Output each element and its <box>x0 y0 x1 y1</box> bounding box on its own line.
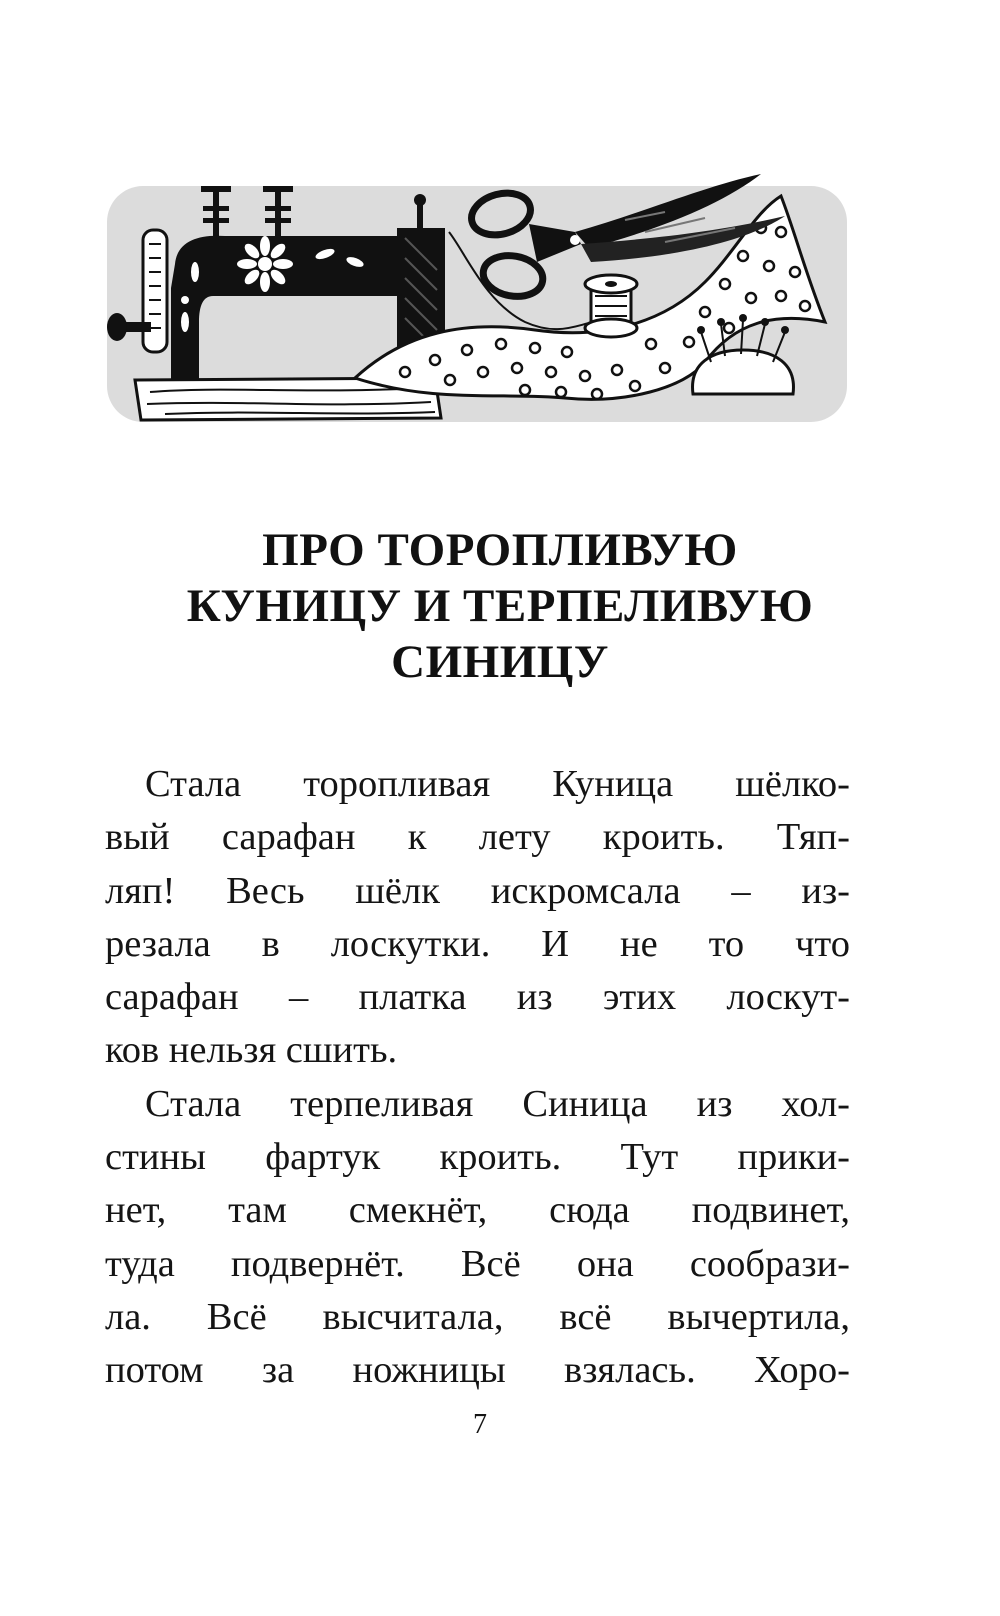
text-line: сарафан – платка из этих лоскут- <box>105 976 850 1019</box>
text-line: ляп! Весь шёлк искромсала – из- <box>105 869 850 912</box>
text-line: нет, там смекнёт, сюда подвинет, <box>105 1189 850 1232</box>
paragraph <box>105 758 850 1078</box>
text-line: резала в лоскутки. И не то что <box>105 922 850 965</box>
text-line: Стала терпеливая Синица из хол- <box>145 1082 850 1125</box>
text-line: туда подвернёт. Всё она сообрази- <box>105 1242 850 1285</box>
chapter-title <box>60 522 940 690</box>
story-text <box>105 758 850 1398</box>
text-line: Стала торопливая Куница шёлко- <box>145 763 850 805</box>
sewing-scene-icon <box>105 172 850 427</box>
text-line: потом за ножницы взялась. Хоро- <box>105 1349 850 1392</box>
text-line: стины фартук кроить. Тут прики- <box>105 1136 850 1179</box>
page-number: 7 <box>473 1409 487 1440</box>
paragraph <box>105 1078 850 1398</box>
text-line: вый сарафан к лету кроить. Тяп- <box>105 816 850 859</box>
header-illustration <box>105 172 850 427</box>
title-line: КУНИЦУ И ТЕРПЕЛИВУЮ <box>186 580 814 632</box>
text-line: ла. Всё высчитала, всё вычертила, <box>105 1295 850 1338</box>
title-line: СИНИЦУ <box>391 636 609 688</box>
title-line: ПРО ТОРОПЛИВУЮ <box>262 524 738 576</box>
text-line: ков нельзя сшить. <box>105 1029 398 1072</box>
spool-icon <box>585 275 637 337</box>
